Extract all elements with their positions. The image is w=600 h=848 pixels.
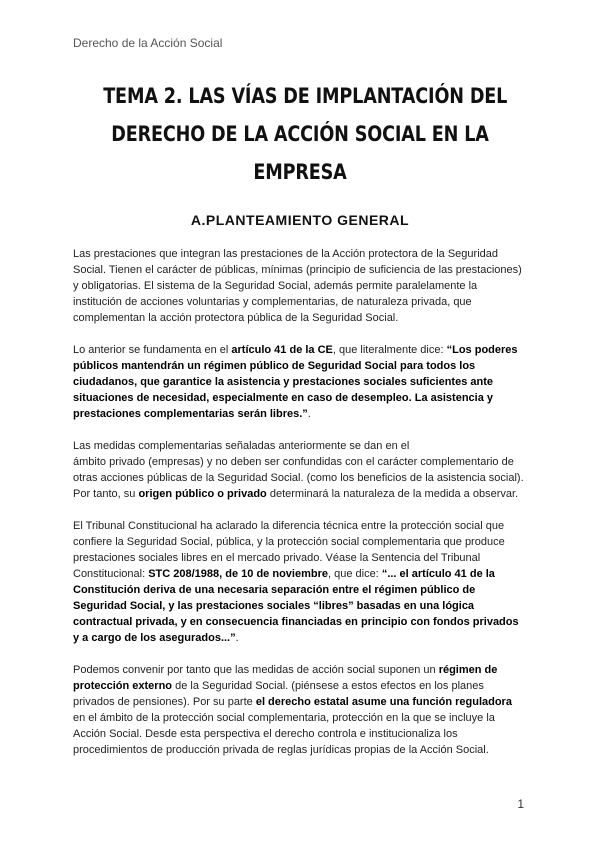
paragraph-line xyxy=(73,550,535,566)
title-line-1: TEMA 2. LAS VÍAS DE IMPLANTACIÓN DEL xyxy=(103,84,508,109)
bold-text: Constitución deriva de una necesaria separación entre el régimen público de xyxy=(73,584,476,596)
paragraph-line xyxy=(73,358,535,374)
paragraph-line xyxy=(73,406,535,422)
section-heading: A.PLANTEAMIENTO GENERAL xyxy=(190,212,410,228)
text-run: privados de pensiones). Por su parte xyxy=(73,696,256,708)
paragraph-line xyxy=(73,710,535,726)
text-run: procedimientos de producción privada de reglas jurídicas propias de la Acción Social. xyxy=(73,744,489,756)
text-run: en el ámbito de la protección social complementaria, protección en la que se incluye la xyxy=(73,712,495,724)
paragraph-line xyxy=(73,374,535,390)
paragraph-line xyxy=(73,614,535,630)
text-run: otras acciones públicas de la Seguridad Social. (como los beneficios de la asistencia social). xyxy=(73,472,524,484)
paragraph xyxy=(73,246,535,326)
paragraph-line xyxy=(73,310,535,326)
paragraph-line xyxy=(73,662,535,678)
paragraph-line xyxy=(73,518,535,534)
text-run: . xyxy=(235,632,239,644)
bold-text: régimen de xyxy=(438,664,498,676)
text-run: Podemos convenir por tanto que las medidas de acción social suponen un xyxy=(73,664,439,676)
text-run: complementan la acción protectora pública de la Seguridad Social. xyxy=(73,312,399,324)
paragraph-line xyxy=(73,630,535,646)
bold-text: “... el artículo 41 de la xyxy=(381,568,495,580)
title-line-3: EMPRESA xyxy=(253,160,347,185)
text-run: Acción Social. Desde esta perspectiva el derecho controla e institucionaliza los xyxy=(73,728,458,740)
bold-text: públicos mantendrán un régimen público de Seguridad Social para todos los xyxy=(73,360,476,372)
paragraph-line xyxy=(73,438,535,454)
text-run: y obligatorias. El sistema de la Seguridad Social, además permite paralelamente la xyxy=(73,280,478,292)
bold-text: prestaciones complementarias serán libres.” xyxy=(73,408,308,420)
bold-text: protección externo xyxy=(73,680,173,692)
text-run: institución de acciones voluntarias y complementarias, de naturaleza privada, que xyxy=(73,296,472,308)
body-text xyxy=(73,246,535,774)
paragraph-line xyxy=(73,486,535,502)
paragraph-line xyxy=(73,678,535,694)
text-run: Las prestaciones que integran las prestaciones de la Acción protectora de la Seguridad xyxy=(73,248,498,260)
paragraph-line xyxy=(73,726,535,742)
text-run: determinará la naturaleza de la medida a observar. xyxy=(266,488,519,500)
text-run: prestaciones sociales libres en el mercado privado. Véase la Sentencia del Tribunal xyxy=(73,552,481,564)
text-run: Lo anterior se fundamenta en el xyxy=(73,344,232,356)
bold-text: origen público o privado xyxy=(138,488,267,500)
paragraph xyxy=(73,438,535,502)
paragraph-line xyxy=(73,534,535,550)
paragraph-line xyxy=(73,566,535,582)
bold-text: STC 208/1988, de 10 de noviembre xyxy=(148,568,328,580)
text-run: El Tribunal Constitucional ha aclarado la diferencia técnica entre la protección social que xyxy=(73,520,505,532)
running-header: Derecho de la Acción Social xyxy=(73,36,223,50)
paragraph-line xyxy=(73,342,535,358)
text-run: confiere la Seguridad Social, pública, y la protección social complementaria que produce xyxy=(73,536,505,548)
bold-text: contractual privada, y en consecuencia financiadas en principio con fondos privados xyxy=(73,616,519,628)
paragraph-line xyxy=(73,454,535,470)
bold-text: “Los poderes xyxy=(446,344,518,356)
bold-text: artículo 41 de la CE xyxy=(231,344,333,356)
bold-text: ciudadanos, que garantice la asistencia y prestaciones sociales suficientes ante xyxy=(73,376,494,388)
paragraph-line xyxy=(73,470,535,486)
paragraph-line xyxy=(73,246,535,262)
bold-text: situaciones de necesidad, especialmente en caso de desempleo. La asistencia y xyxy=(73,392,494,404)
paragraph xyxy=(73,342,535,422)
text-run: Constitucional: xyxy=(73,568,149,580)
paragraph-line xyxy=(73,742,535,758)
bold-text: Seguridad Social, y las prestaciones sociales “libres” basadas en una lógica xyxy=(73,600,475,612)
text-run: Por tanto, su xyxy=(73,488,139,500)
paragraph-line xyxy=(73,582,535,598)
page-title xyxy=(103,78,508,192)
paragraph xyxy=(73,518,535,646)
page-number: 1 xyxy=(517,797,524,811)
paragraph-line xyxy=(73,262,535,278)
text-run: Social. Tienen el carácter de públicas, mínimas (principio de suficiencia de las prestaciones) xyxy=(73,264,522,276)
title-line-2: DERECHO DE LA ACCIÓN SOCIAL EN LA xyxy=(111,122,489,147)
text-run: , que literalmente dice: xyxy=(332,344,447,356)
paragraph-line xyxy=(73,694,535,710)
bold-text: el derecho estatal asume una función reguladora xyxy=(255,696,512,708)
bold-text: y a cargo de los asegurados...” xyxy=(73,632,236,644)
paragraph xyxy=(73,662,535,758)
text-run: de la Seguridad Social. (piénsese a estos efectos en los planes xyxy=(172,680,484,692)
text-run: Las medidas complementarias señaladas anteriormente se dan en el xyxy=(73,440,410,452)
paragraph-line xyxy=(73,598,535,614)
paragraph-line xyxy=(73,278,535,294)
text-run: ámbito privado (empresas) y no deben ser confundidas con el carácter complementario de xyxy=(73,456,514,468)
text-run: , que dice: xyxy=(327,568,382,580)
text-run: . xyxy=(307,408,311,420)
paragraph-line xyxy=(73,390,535,406)
paragraph-line xyxy=(73,294,535,310)
